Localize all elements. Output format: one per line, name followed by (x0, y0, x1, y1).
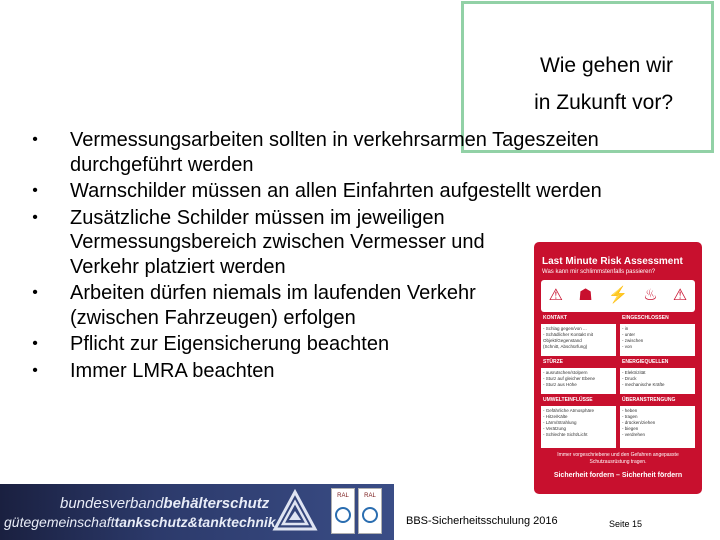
section-box (541, 406, 616, 448)
bullet-symbol: • (32, 361, 38, 379)
slide-title-line-1: Wie gehen wir (539, 54, 673, 77)
section-item: - mechanische Kräfte (622, 382, 665, 387)
organization-logo-icon (272, 489, 318, 533)
lmra-slogan: Sicherheit fordern – Sicherheit fördern (553, 472, 683, 479)
section-item: - verdrehen (622, 432, 646, 437)
quality-seal-left (331, 488, 355, 534)
bullet-item (28, 128, 678, 177)
section-header: KONTAKT (543, 315, 568, 321)
bullet-symbol: • (32, 131, 38, 148)
lmra-note: Immer vorgeschriebene und den Gefahren angepasste Schutzausrüstung tragen. (557, 452, 679, 465)
bullet-text: Vermessungsarbeiten sollten in verkehrsarmen Tageszeiten durchgeführt werden (70, 129, 599, 176)
section-item: - Sturz auf gleicher Ebene (543, 376, 596, 381)
section-header: STÜRZE (543, 359, 563, 365)
section-item: - biegen (622, 426, 639, 431)
fire-icon: ♨ (643, 287, 658, 304)
hazard-icon: ⚠ (672, 287, 688, 304)
bullet-item (28, 206, 530, 280)
footer-org-line-1-bold: behälterschutz (163, 495, 270, 512)
quality-seal-right (358, 488, 382, 534)
bullet-item (28, 281, 510, 330)
section-item: - Lärm/Strahlung (543, 420, 577, 425)
slide-title-line-2: in Zukunft vor? (534, 91, 673, 114)
section-item: - von (622, 344, 633, 349)
section-item: - Verätzung (543, 426, 567, 431)
section-item: - drücken/ziehen (622, 420, 656, 425)
bullet-symbol: • (32, 182, 38, 199)
section-item: - Druck (622, 376, 637, 381)
section-box (541, 324, 616, 356)
bullet-symbol: • (32, 208, 38, 226)
person-icon: ☗ (578, 287, 593, 304)
bullet-text: Arbeiten dürfen niemals im laufenden Verkehr (zwischen Fahrzeugen) erfolgen (70, 282, 476, 329)
footer-org-line-2 (4, 514, 276, 530)
section-header: ÜBERANSTRENGUNG (622, 397, 676, 403)
bullet-text: Zusätzliche Schilder müssen im jeweiligen Vermessungsbereich zwischen Vermesser und Verkehr platziert werden (70, 206, 485, 278)
footer-org-line-1-light: bundesverband (60, 495, 164, 512)
electric-icon: ⚡ (608, 287, 628, 304)
section-item: - heben (622, 408, 638, 413)
lmra-card-title: Last Minute Risk Assessment (542, 256, 683, 267)
section-item: (Schnitt, Abschürfung) (543, 344, 588, 349)
section-item: - zwischen (622, 338, 644, 343)
bullet-item (28, 179, 678, 204)
page-number: Seite 15 (609, 519, 643, 529)
section-item: - tragen (622, 414, 638, 419)
bullet-symbol: • (32, 284, 38, 301)
section-item: - unter (622, 332, 636, 337)
section-item: Objekt/Gegenstand (543, 338, 582, 343)
lmra-icon-row (541, 280, 695, 312)
section-item: - Schädlicher Kontakt mit (543, 332, 594, 337)
section-header: UMWELTEINFLÜSSE (543, 397, 593, 403)
bullet-text: Pflicht zur Eigensicherung beachten (70, 333, 390, 355)
section-item: - Gefährliche Atmosphäre (543, 408, 595, 413)
section-item: - ausrutschen/stolpern (543, 370, 588, 375)
section-box (620, 324, 695, 356)
section-item: - Schlechte Sicht/Licht (543, 432, 588, 437)
lmra-card (534, 242, 702, 494)
section-box (620, 406, 695, 448)
section-header: ENERGIEQUELLEN (622, 359, 669, 365)
bullet-symbol: • (32, 335, 38, 352)
seal-label: RAL (337, 493, 349, 499)
lmra-card-subtitle: Was kann mir schlimmstenfalls passieren? (542, 269, 656, 275)
footer-org-line-2-bold: tankschutz&tanktechnik (114, 514, 276, 530)
footer-title: BBS-Sicherheitsschulung 2016 (406, 515, 558, 527)
seal-circle-icon (335, 507, 351, 523)
warning-icon: ⚠ (548, 287, 563, 304)
section-item: - in (622, 326, 629, 331)
section-item: - Hitze/Kälte (543, 414, 568, 419)
bullet-text: Warnschilder müssen an allen Einfahrten aufgestellt werden (70, 180, 602, 202)
footer-org-line-2-light: gütegemeinschaft (4, 514, 115, 530)
section-item: - Sturz aus Höhe (543, 382, 577, 387)
section-item: - Schlag gegen/von ... (543, 326, 587, 331)
section-box (620, 368, 695, 394)
section-item: - Elektrizität (622, 370, 646, 375)
seal-label: RAL (364, 493, 376, 499)
seal-circle-icon (362, 507, 378, 523)
footer-org-line-1 (60, 495, 269, 512)
section-header: EINGESCHLOSSEN (622, 315, 669, 321)
bullet-text: Immer LMRA beachten (70, 359, 275, 382)
section-box (541, 368, 616, 394)
